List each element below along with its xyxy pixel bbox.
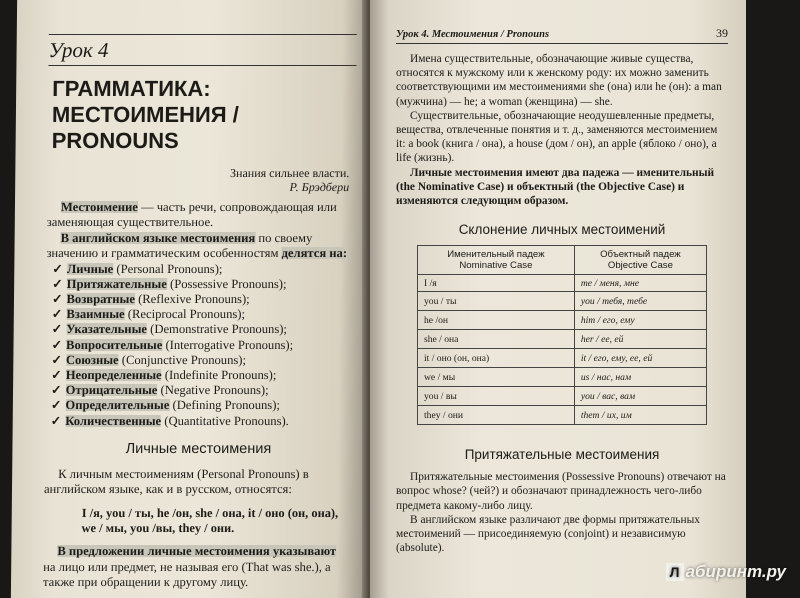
division-highlight-2: делятся на: [281,246,348,261]
table-row [418,368,707,387]
grammar-title [52,76,357,154]
grammar-title-line1: ГРАММАТИКА: [52,76,211,101]
possessive-heading: Притяжательные местоимения [464,447,660,463]
list-item [51,383,353,398]
type-en: (Demonstrative Pronouns); [146,322,288,337]
list-item [52,292,354,307]
col-nominative [418,246,575,275]
type-ru: Вопросительные [66,337,163,352]
type-en: (Interrogative Pronouns); [162,337,294,352]
cell-nom: it / оно (он, она) [418,349,575,368]
paragraph-possessive: Притяжательные местоимения (Possessive Pronouns) отвечают на вопрос whose? (чей?) и обозначают принадлежность чего-либо предмета какому-либо лицу. [396,471,726,512]
cell-obj: us / нас, нам [574,368,706,387]
table-row [418,387,707,406]
labirint-logo-icon: Л [666,563,684,581]
cell-nom: you / вы [418,387,575,406]
personal-pronouns-heading: Личные местоимения [125,440,272,457]
type-en: (Personal Pronouns); [113,261,223,276]
cell-obj: them / их, им [574,406,706,425]
right-page [370,0,746,598]
checkmark-icon: ✓ [51,307,63,322]
page-number: 39 [716,26,728,40]
left-page [11,0,371,598]
checkmark-icon: ✓ [50,383,62,398]
cell-obj: it / его, ему, ее, ей [574,349,706,368]
running-header [396,26,728,44]
type-en: (Conjunctive Pronouns); [118,352,247,367]
table-row [418,349,707,368]
personal-section [43,467,352,591]
type-ru: Неопределенные [65,368,162,383]
checkmark-icon: ✓ [51,292,63,307]
cell-obj: you / тебя, тебе [574,292,706,311]
grammar-title-line2: МЕСТОИМЕНИЯ / PRONOUNS [51,102,239,153]
list-item [52,322,354,337]
list-item [52,277,354,292]
table-row [418,330,707,349]
pronoun-examples [44,506,352,537]
table-row [418,275,707,292]
table-row [418,406,707,425]
lesson-header: Урок 4 [48,34,356,66]
type-ru: Указательные [66,322,148,337]
intro-term: Местоимение [60,200,138,214]
epigraph-text: Знания сильнее власти. [230,166,350,180]
checkmark-icon: ✓ [52,261,63,276]
col-nominative-ru: Именительный падеж [447,249,545,261]
division-highlight-1: В английском языке местоимения [60,230,256,245]
sentence-paragraph [43,544,351,590]
type-ru: Взаимные [66,307,125,322]
col-objective-ru: Объектный падеж [600,249,681,261]
intro-text [46,200,355,262]
list-item [51,338,353,353]
intro-rest: — часть речи, сопровождающая или заменяющая существительное. [46,200,337,230]
running-head-title: Урок 4. Местоимения / Pronouns [396,29,550,40]
cell-nom: I /я [418,275,575,292]
declension-heading: Склонение личных местоимений [458,222,666,238]
list-item [51,398,353,413]
sentence-highlight: В предложении личные местоимения указывают [57,544,337,559]
cell-nom: we / мы [418,368,575,387]
type-ru: Союзные [65,352,119,367]
checkmark-icon: ✓ [51,322,63,337]
checkmark-icon: ✓ [52,276,63,291]
type-en: (Negative Pronouns); [157,383,269,398]
cell-nom: she / она [418,330,575,349]
right-text [396,52,728,208]
list-item [51,368,353,383]
watermark-text: абиринт.ру [685,562,786,581]
cell-obj: me / меня, мне [574,275,706,292]
checkmark-icon: ✓ [50,413,62,428]
division-mid: по своему значению и грамматическим особенностям [46,230,313,261]
cell-nom: they / они [418,406,575,425]
type-en: (Quantitative Pronouns). [161,413,289,428]
cell-nom: he /он [418,311,575,330]
checkmark-icon: ✓ [51,337,63,352]
type-ru: Отрицательные [65,383,158,398]
checkmark-icon: ✓ [51,352,62,367]
list-item [52,262,354,277]
col-nominative-en: Nominative Case [459,260,533,272]
checkmark-icon: ✓ [51,368,62,383]
table-row [418,311,707,330]
type-en: (Reflexive Pronouns); [134,292,250,307]
list-item [51,353,353,368]
type-en: (Reciprocal Pronouns); [124,307,246,322]
paragraph-forms: В английском языке различают две формы притяжательных местоимений — присоединяемую (conjoint) и независимую (absolute). [396,513,700,555]
pronoun-types-list [45,262,355,429]
paragraph-animate: Имена существительные, обозначающие живые существа, относятся к мужскому или к женскому роду: их можно заменить соответствующими им местоимениями she (она) или he (он): a man (мужчина) — he; a woman (женщина) — she. [396,53,722,108]
labirint-watermark [666,562,786,582]
epigraph-author: Р. Брэдбери [289,180,350,194]
example-line-1: I /я, you / ты, he /он, she / она, it / оно (он, она), [81,505,339,520]
cell-obj: him / его, ему [574,311,706,330]
type-ru: Количественные [65,413,162,428]
type-ru: Определительные [65,398,170,413]
type-ru: Возвратные [66,292,136,307]
paragraph-cases: Личные местоимения имеют два падежа — именительный (the Nominative Case) и объектный (the Objective Case) и изменяются следующим образом. [396,166,715,208]
type-en: (Possessive Pronouns); [166,276,287,291]
cell-nom: you / ты [418,292,575,311]
type-ru: Личные [66,261,114,276]
table-row [418,292,707,311]
division-paragraph [46,231,354,262]
example-line-2: we / мы, you /вы, they / они. [81,521,235,536]
epigraph [47,166,349,194]
possessive-text [396,470,728,555]
col-objective [574,246,706,275]
col-objective-en: Objective Case [607,260,673,272]
cell-obj: her / ее, ей [574,330,706,349]
type-ru: Притяжательные [66,276,167,291]
cell-obj: you / вас, вам [574,387,706,406]
paragraph-inanimate: Существительные, обозначающие неодушевленные предметы, вещества, отвлеченные понятия и т. д., заменяются местоимением it: a book (книга / она), a house (дом / он), an apple (яблоко / оно), a life (жизнь). [396,109,718,165]
personal-intro: К личным местоимениям (Personal Pronouns) в английском языке, как и в русском, относятся: [43,466,309,497]
type-en: (Defining Pronouns); [169,398,281,413]
sentence-rest: на лицо или предмет, не называя его (That was she.), а также при обращении к другому лицу. [42,559,331,590]
type-en: (Indefinite Pronouns); [161,368,277,383]
intro-paragraph [47,200,355,231]
checkmark-icon: ✓ [50,398,62,413]
list-item [52,307,354,322]
list-item [51,414,353,429]
declension-table [417,245,707,425]
